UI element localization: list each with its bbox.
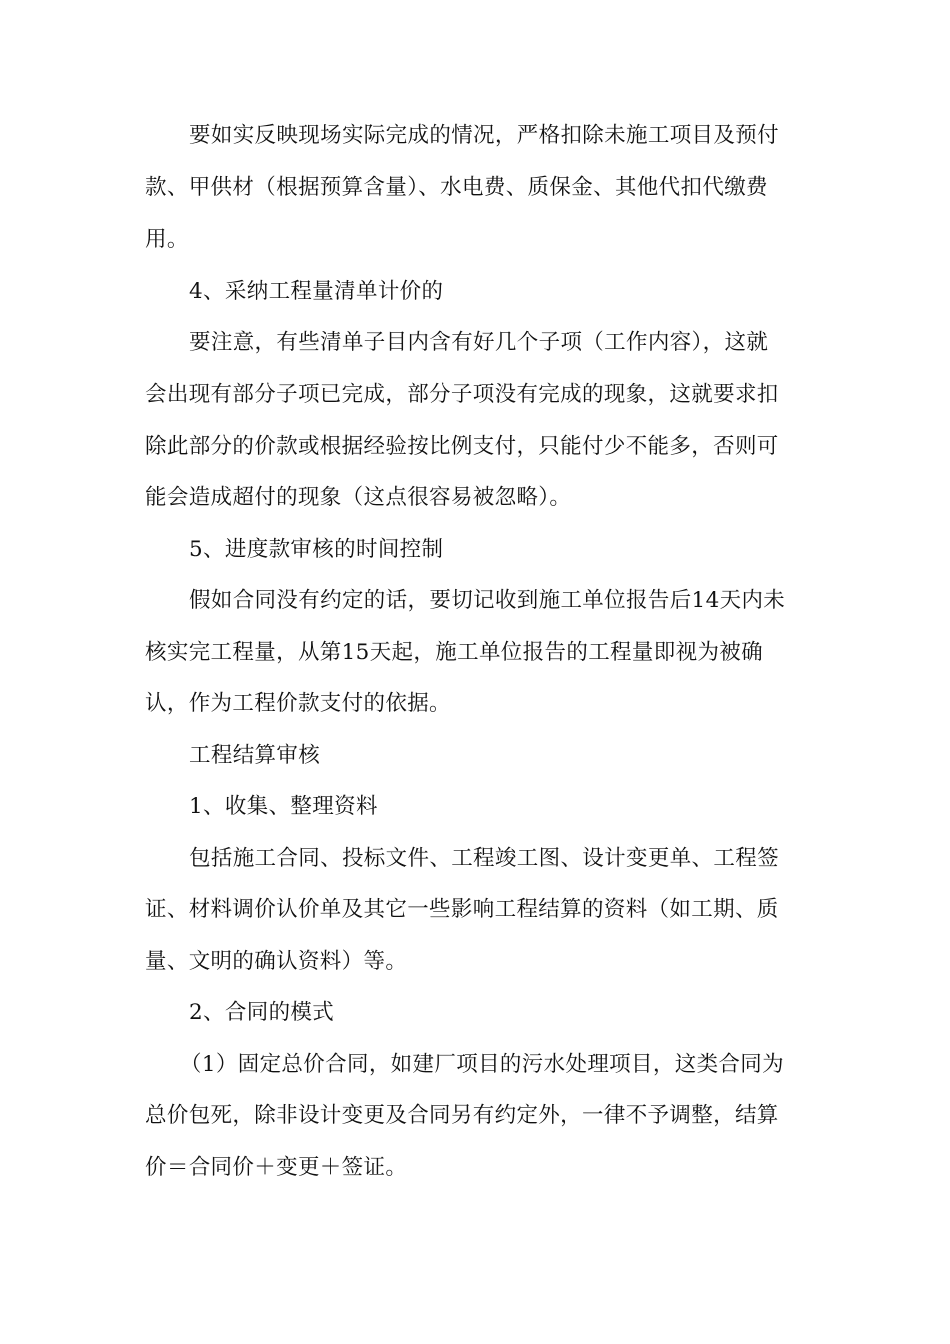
section-heading: 工程结算审核 [189, 743, 321, 768]
paragraph-line: 用。 [145, 227, 189, 252]
paragraph-line: 包括施工合同、投标文件、工程竣工图、设计变更单、工程签 [189, 846, 779, 871]
paragraph-line: 量、文明的确认资料）等。 [145, 949, 408, 974]
paragraph-line: 证、材料调价认价单及其它一些影响工程结算的资料（如工期、质 [145, 897, 779, 922]
paragraph-line: 要注意，有些清单子目内含有好几个子项（工作内容），这就 [189, 330, 769, 355]
section-heading: 4、采纳工程量清单计价的 [189, 279, 444, 304]
paragraph-line: 能会造成超付的现象（这点很容易被忽略）。 [145, 485, 572, 510]
section-heading: 2、合同的模式 [189, 1000, 335, 1025]
paragraph-line: （1）固定总价合同，如建厂项目的污水处理项目，这类合同为 [180, 1052, 784, 1077]
section-heading: 5、进度款审核的时间控制 [189, 537, 444, 562]
paragraph-line: 除此部分的价款或根据经验按比例支付，只能付少不能多，否则可 [145, 434, 779, 459]
section-heading: 1、收集、整理资料 [189, 794, 378, 819]
paragraph-line: 假如合同没有约定的话，要切记收到施工单位报告后14天内未 [189, 588, 786, 613]
paragraph-line: 核实完工程量，从第15天起，施工单位报告的工程量即视为被确 [145, 640, 764, 665]
paragraph-line: 款、甲供材（根据预算含量）、水电费、质保金、其他代扣代缴费 [145, 175, 768, 200]
paragraph-line: 总价包死，除非设计变更及合同另有约定外，一律不予调整，结算 [145, 1103, 779, 1128]
paragraph-line: 会出现有部分子项已完成，部分子项没有完成的现象，这就要求扣 [145, 382, 779, 407]
paragraph-line: 价＝合同价＋变更＋签证。 [145, 1155, 408, 1180]
paragraph-line: 认，作为工程价款支付的依据。 [145, 691, 451, 716]
paragraph-line: 要如实反映现场实际完成的情况，严格扣除未施工项目及预付 [189, 123, 779, 148]
